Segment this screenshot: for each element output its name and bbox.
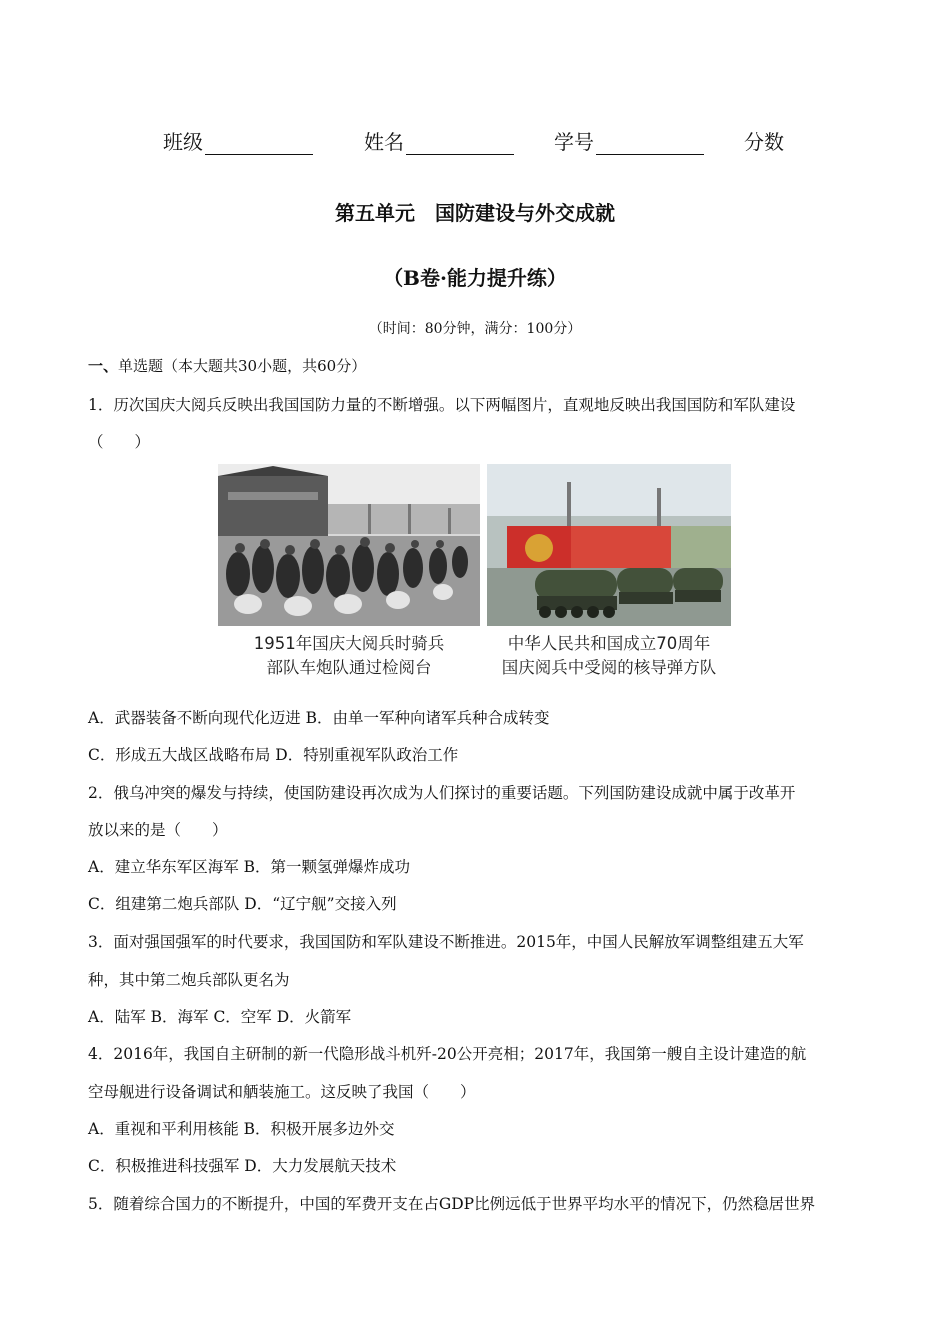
name-input-line[interactable] — [406, 130, 514, 155]
right-caption-line-1: 中华人民共和国成立70周年 — [507, 634, 711, 653]
photo-1951-cavalry-parade — [218, 464, 480, 626]
missile-parade-illustration — [487, 464, 731, 626]
student-info-row — [0, 126, 950, 160]
name-label: 姓名 — [364, 130, 404, 154]
q4-stem-line-1: 4．2016年，我国自主研制的新一代隐形战斗机歼-20公开亮相；2017年，我国第一艘自主设计建造的航 — [88, 1045, 807, 1063]
section-number: 一、 — [88, 357, 119, 375]
name-field[interactable] — [364, 126, 514, 155]
q1-options-line-2: C．形成五大战区战略布局 D．特别重视军队政治工作 — [88, 746, 459, 764]
class-label: 班级 — [163, 130, 203, 154]
q1-options-line-1: A．武器装备不断向现代化迈进 B．由单一军种向诸军兵种合成转变 — [88, 709, 550, 727]
class-input-line[interactable] — [205, 130, 313, 155]
q1-stem-line-1: 1．历次国庆大阅兵反映出我国国防力量的不断增强。以下两幅图片，直观地反映出我国国防和军队建设 — [88, 396, 796, 414]
student-id-label: 学号 — [554, 130, 594, 154]
q3-options-line-1: A．陆军 B．海军 C．空军 D．火箭军 — [88, 1008, 352, 1026]
right-photo-caption — [487, 632, 731, 680]
q4-stem-line-2: 空母舰进行设备调试和舾装施工。这反映了我国（ ） — [88, 1083, 476, 1101]
q5-stem-line-1: 5．随着综合国力的不断提升，中国的军费开支在占GDP比例远低于世界平均水平的情况下，仍然稳居世界 — [88, 1195, 816, 1213]
page-title: 第五单元 国防建设与外交成就 — [335, 201, 615, 225]
q2-options-line-1: A．建立华东军区海军 B．第一颗氢弹爆炸成功 — [88, 858, 411, 876]
section-text: 单选题（本大题共30小题，共60分） — [118, 357, 367, 375]
left-caption-line-1: 1951年国庆大阅兵时骑兵 — [253, 634, 445, 653]
q4-options-line-1: A．重视和平利用核能 B．积极开展多边外交 — [88, 1120, 395, 1138]
class-field[interactable] — [163, 126, 313, 155]
right-caption-line-2: 国庆阅兵中受阅的核导弹方队 — [501, 658, 717, 677]
q2-stem-line-2: 放以来的是（ ） — [88, 821, 228, 839]
q1-stem-line-2: （ ） — [88, 433, 151, 451]
photo-70th-missile-parade — [487, 464, 731, 626]
q2-stem-line-1: 2．俄乌冲突的爆发与持续，使国防建设再次成为人们探讨的重要话题。下列国防建设成就中属于改革开 — [88, 784, 796, 802]
q3-stem-line-1: 3．面对强国强军的时代要求，我国国防和军队建设不断推进。2015年，中国人民解放军调整组建五大军 — [88, 933, 804, 951]
cavalry-parade-illustration — [218, 464, 480, 626]
section-heading — [88, 355, 878, 376]
left-photo-caption — [218, 632, 480, 680]
q2-options-line-2: C．组建第二炮兵部队 D．“辽宁舰”交接入列 — [88, 895, 397, 913]
left-caption-line-2: 部队车炮队通过检阅台 — [266, 658, 432, 677]
student-id-input-line[interactable] — [596, 130, 704, 155]
page-subtitle: （B卷·能力提升练） — [383, 266, 567, 290]
score-field — [744, 126, 784, 155]
student-id-field[interactable] — [554, 126, 704, 155]
q4-options-line-2: C．积极推进科技强军 D．大力发展航天技术 — [88, 1157, 397, 1175]
score-label: 分数 — [744, 130, 784, 154]
time-info: （时间：80分钟，满分：100分） — [368, 321, 582, 337]
q3-stem-line-2: 种，其中第二炮兵部队更名为 — [88, 971, 290, 989]
